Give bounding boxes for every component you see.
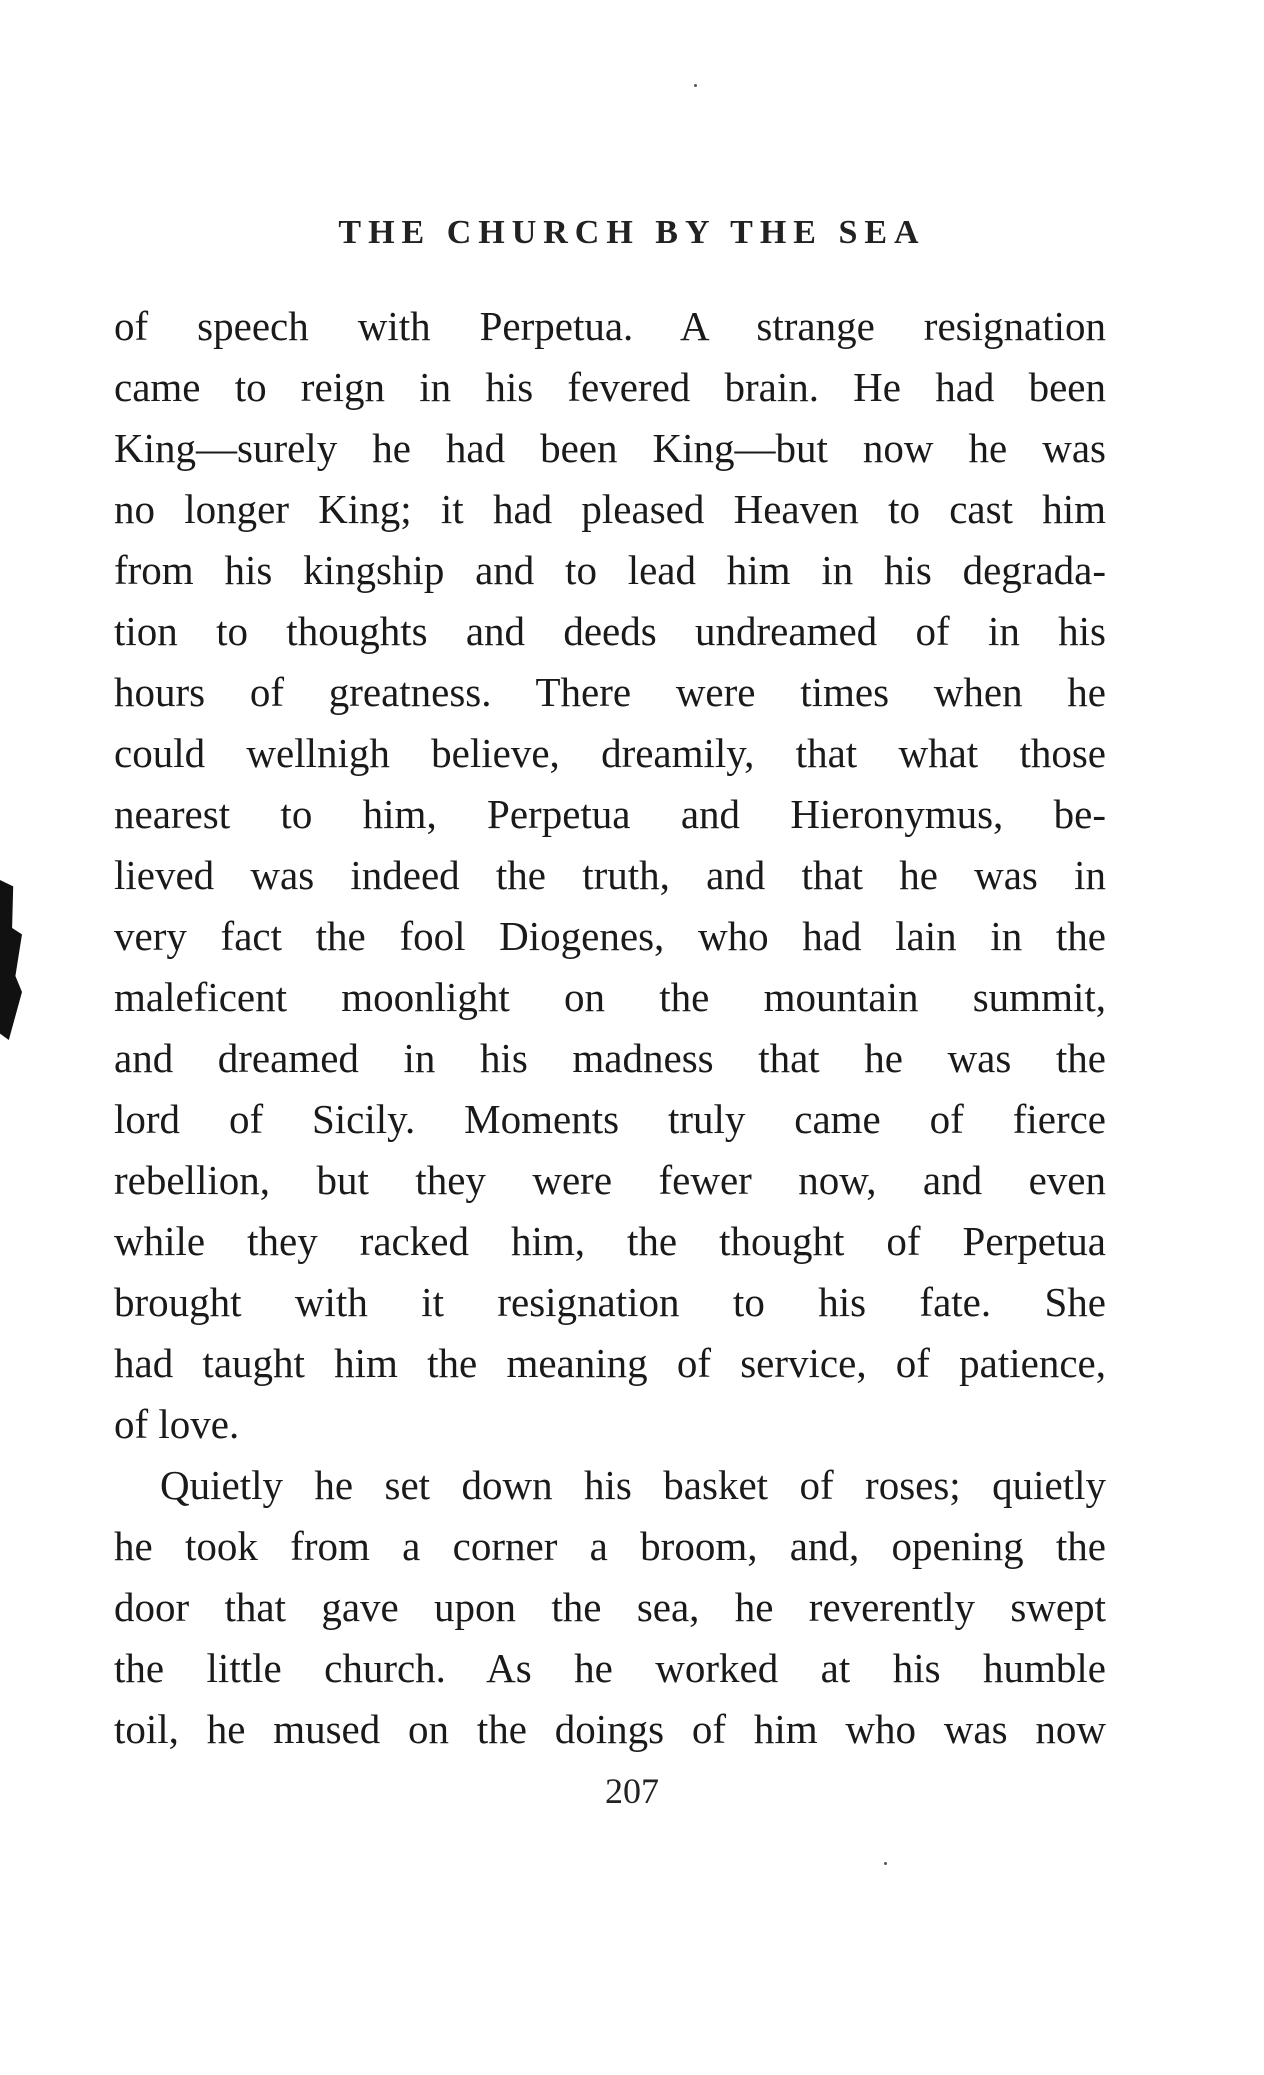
text-line: and dreamed in his madness that he was the — [114, 1035, 1106, 1081]
text-line: hours of greatness. There were times when he — [114, 669, 1106, 715]
text-line: nearest to him, Perpetua and Hieronymus, be- — [114, 791, 1106, 837]
text-line: lord of Sicily. Moments truly came of fierce — [114, 1096, 1106, 1142]
text-line: had taught him the meaning of service, of patience, — [114, 1340, 1106, 1386]
text-line: lieved was indeed the truth, and that he was in — [114, 852, 1106, 898]
text-line: tion to thoughts and deeds undreamed of in his — [114, 608, 1106, 654]
text-line: no longer King; it had pleased Heaven to cast him — [114, 486, 1106, 532]
text-line: from his kingship and to lead him in his degrada- — [114, 547, 1106, 593]
text-line: door that gave upon the sea, he reverently swept — [114, 1584, 1106, 1630]
text-line: King—surely he had been King—but now he was — [114, 425, 1106, 471]
text-line: came to reign in his fevered brain. He had been — [114, 364, 1106, 410]
text-line: toil, he mused on the doings of him who was now — [114, 1706, 1106, 1752]
text-line: could wellnigh believe, dreamily, that what those — [114, 730, 1106, 776]
text-line: maleficent moonlight on the mountain summit, — [114, 974, 1106, 1020]
text-line: he took from a corner a broom, and, opening the — [114, 1523, 1106, 1569]
text-line: rebellion, but they were fewer now, and even — [114, 1157, 1106, 1203]
scan-artifact — [0, 880, 22, 1040]
text-line: Quietly he set down his basket of roses; quietly — [160, 1462, 1106, 1508]
scan-speck — [884, 1862, 887, 1865]
page-number: 207 — [605, 1771, 659, 1811]
body-text — [114, 296, 1106, 1760]
running-head: THE CHURCH BY THE SEA — [338, 214, 926, 251]
text-line: while they racked him, the thought of Perpetua — [114, 1218, 1106, 1264]
text-line: of love. — [114, 1401, 240, 1447]
text-line: very fact the fool Diogenes, who had lain in the — [114, 913, 1106, 959]
scan-speck — [694, 84, 697, 87]
text-line: the little church. As he worked at his humble — [114, 1645, 1106, 1691]
text-line: brought with it resignation to his fate. She — [114, 1279, 1106, 1325]
text-line: of speech with Perpetua. A strange resignation — [114, 303, 1106, 349]
